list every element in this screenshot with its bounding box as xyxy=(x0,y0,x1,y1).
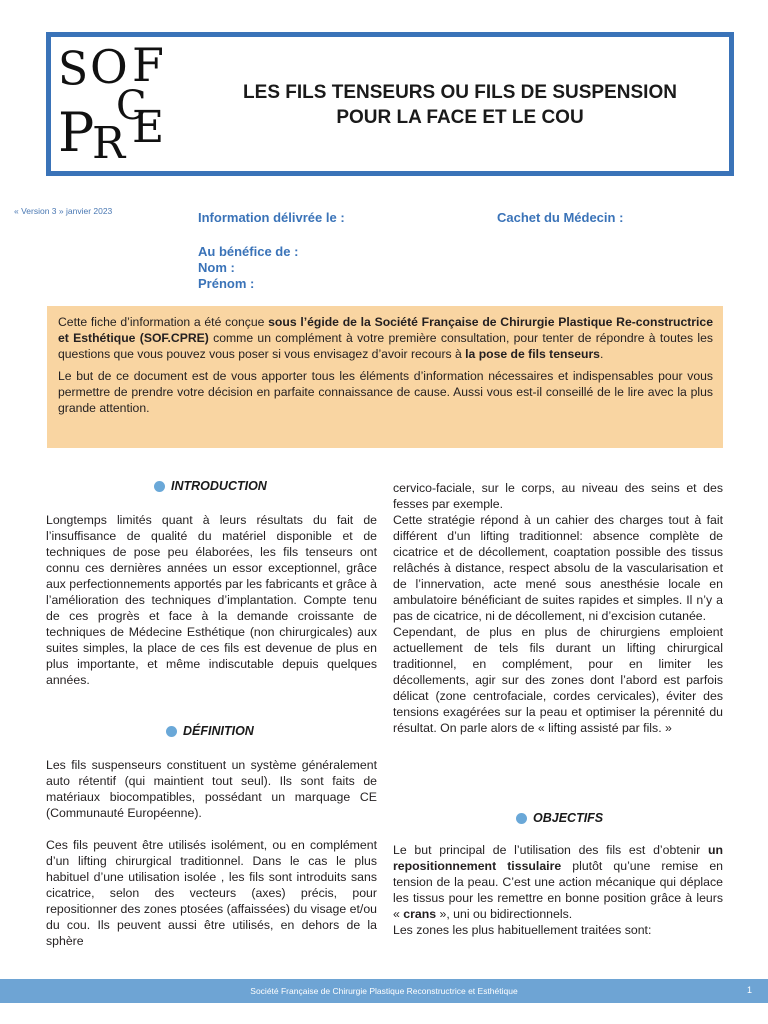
right-paragraph-1: cervico-faciale, sur le corps, au niveau des seins et des fesses par exemple. xyxy=(393,481,723,511)
bullet-dot-icon xyxy=(166,726,177,737)
right-paragraph-2: Cette stratégie répond à un cahier des charges tout à fait différent d’un lifting traditionnel: absence complète de cicatrice et de décollement, coaptation possible des tissus relâchés à distance, respect absolu de la vascularisation et de l’innervation, acte mené sous anesthésie locale en ambulatoire bénéficiant de suites rapides et simples. Il n’y a pas de cicatrice, ni de décollement, ni d’excision cutanée. xyxy=(393,513,723,623)
right-paragraph-3: Cependant, de plus en plus de chirurgiens emploient actuellement de tels fils durant un lifting chirurgical traditionnel, en complément, pour en limiter les décollements, agir sur des zones dont l’abord est parfois délicat (zone centrofaciale, cordes cervicales), éviter des tensions exagérées sur la peau et optimiser la pérennité du résultat. On parle alors de « lifting assisté par fils. » xyxy=(393,625,723,735)
cachet-label: Cachet du Médecin : xyxy=(497,210,624,225)
info-paragraph-1: Cette fiche d’information a été conçue sous l’égide de la Société Française de Chirurgie Plastique Re-constructrice et Esthétique (SOF.CPRE) comme un complément à votre première consultation, pour tenter de répondre à toutes les questions que vous pouvez vous poser si vous envisagez d’avoir recours à la pose de fils tenseurs. xyxy=(58,315,713,361)
introduction-text: Longtemps limités quant à leurs résultats du fait de l’insuffisance de qualité du matériel disponible et de techniques de pose peu élaborées, les fils tenseurs ont connu ces dernières années un essor exceptionnel, grâce aux perfectionnements apportés par les fabricants et grâce à l’amélioration des techniques d’implantation. Compte tenu de ces progrès et face à la demande croissante de techniques de Médecine Esthétique (non chirurgicales) aux suites simples, la place de ces fils est devenue de plus en plus importante, et même indiscutable depuis quelques années. xyxy=(46,513,377,687)
objectifs-paragraph-1: Le but principal de l’utilisation des fils est d’obtenir un repositionnement tissulaire plutôt qu’une remise en tension de la peau. C’est une action mécanique qui déplace les tissus pour les remettre en bonne position grâce à leurs « crans », uni ou bidirectionnels. xyxy=(393,843,723,921)
info-paragraph-2: Le but de ce document est de vous apporter tous les éléments d’information nécessaires et indispensables pour vous permettre de prendre votre décision en parfaite connaissance de cause. Aussi vous est-il conseillé de le lire avec la plus grande attention. xyxy=(58,369,713,415)
info-box xyxy=(47,306,723,448)
bullet-dot-icon xyxy=(154,481,165,492)
page-number: 1 xyxy=(746,985,752,995)
page-footer xyxy=(0,979,768,1003)
definition-paragraph-1: Les fils suspenseurs constituent un système généralement auto rétentif (qui maintient tout seul). Ils sont faits de matériaux biocompatibles, possédant un marquage CE (Communauté Européenne). xyxy=(46,758,377,820)
definition-paragraph-2: Ces fils peuvent être utilisés isolément, ou en complément d’un lifting chirurgical traditionnel. Dans le cas le plus habituel d’une utilisation isolée , les fils sont introduits sans cicatrice, selon des vecteurs (axes) précis, pour repositionner des zones ptosées (affaissées) du visage et/ou du cou. Ils peuvent aussi être utilisés, en dehors de la sphère xyxy=(46,838,377,948)
title-line-2: POUR LA FACE ET LE COU xyxy=(336,107,584,128)
name-label: Nom : xyxy=(198,260,235,275)
beneficiary-label: Au bénéfice de : xyxy=(198,244,299,259)
info-date-label: Information délivrée le : xyxy=(198,210,345,225)
objectifs-heading: OBJECTIFS xyxy=(516,811,603,825)
right-column-text xyxy=(393,480,723,736)
introduction-heading: INTRODUCTION xyxy=(154,479,267,493)
document-title xyxy=(200,80,720,130)
version-label: « Version 3 » janvier 2023 xyxy=(14,206,113,216)
title-line-1: LES FILS TENSEURS OU FILS DE SUSPENSION xyxy=(243,82,677,103)
footer-text: Société Française de Chirurgie Plastique Reconstructrice et Esthétique xyxy=(250,986,518,996)
firstname-label: Prénom : xyxy=(198,276,255,291)
objectifs-text xyxy=(393,842,723,938)
definition-heading: DÉFINITION xyxy=(166,724,254,738)
bullet-dot-icon xyxy=(516,813,527,824)
definition-text xyxy=(46,757,377,949)
sofcpre-logo: S O F C P R E xyxy=(58,38,165,169)
objectifs-paragraph-2: Les zones les plus habituellement traitées sont: xyxy=(393,923,652,937)
